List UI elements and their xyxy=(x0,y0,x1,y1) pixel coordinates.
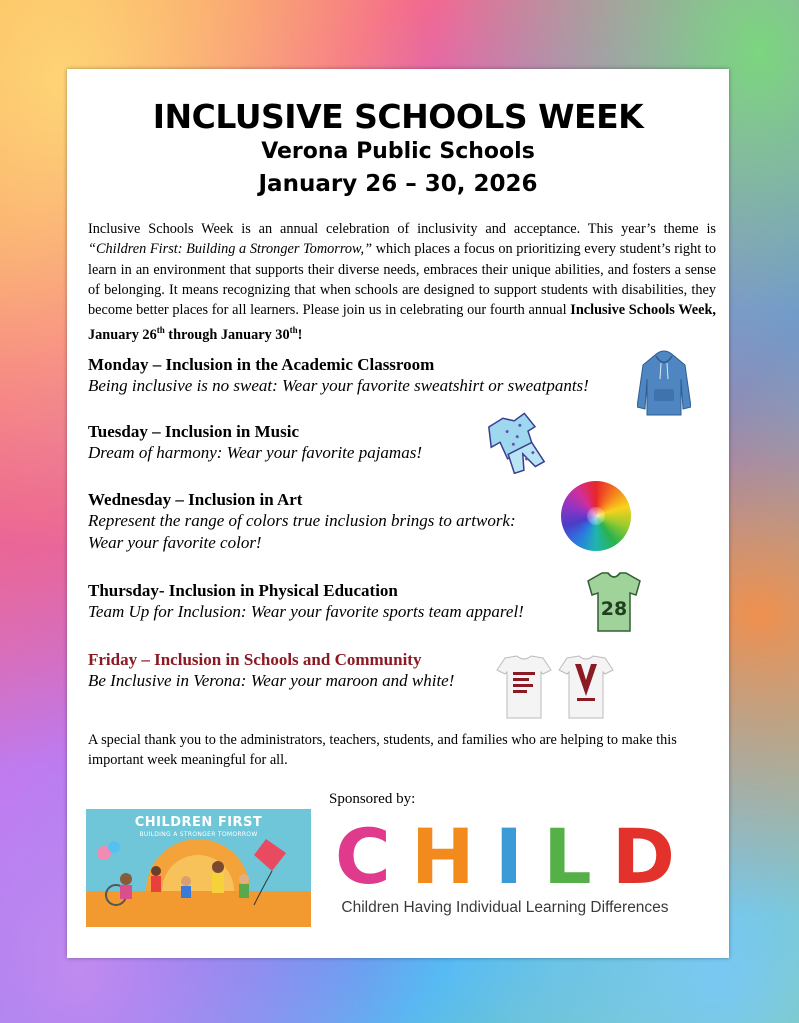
child-logo-letters xyxy=(335,812,675,901)
day-description: Be Inclusive in Verona: Wear your maroon and white! xyxy=(88,671,455,690)
intro-sup-b: th xyxy=(289,325,298,336)
logo-letter: H xyxy=(410,812,475,901)
color-wheel-icon xyxy=(561,481,631,551)
child-logo xyxy=(335,812,675,921)
day-heading: Monday – Inclusion in the Academic Classroom xyxy=(88,355,435,374)
flyer-page xyxy=(67,69,729,958)
intro-bold-b: through January 30 xyxy=(164,327,290,344)
intro-bold-a: Inclusive Schools Week, January 26 xyxy=(88,302,716,344)
day-heading: Friday – Inclusion in Schools and Community xyxy=(88,650,422,669)
logo-letter: D xyxy=(611,812,675,901)
banner-illustration xyxy=(86,809,311,927)
day-description-line2: Wear your favorite color! xyxy=(88,533,262,552)
banner-title: CHILDREN FIRST xyxy=(134,815,263,830)
child-logo-tagline: Children Having Individual Learning Differences xyxy=(341,899,669,916)
district-name: Verona Public Schools xyxy=(261,139,535,164)
page-title: INCLUSIVE SCHOOLS WEEK xyxy=(152,97,644,136)
color-wheel-center xyxy=(587,507,605,525)
day-heading: Tuesday – Inclusion in Music xyxy=(88,422,299,441)
logo-letter: L xyxy=(543,812,592,901)
intro-paragraph xyxy=(88,219,716,346)
day-description-line1: Represent the range of colors true inclusion brings to artwork: xyxy=(88,511,516,530)
intro-theme: “Children First: Building a Stronger Tomorrow,” xyxy=(88,241,373,258)
day-heading: Wednesday – Inclusion in Art xyxy=(88,490,303,509)
day-monday xyxy=(88,354,648,397)
event-dates: January 26 – 30, 2026 xyxy=(258,171,538,197)
tshirts-icon xyxy=(495,654,619,722)
logo-letter: I xyxy=(494,812,524,901)
day-description: Dream of harmony: Wear your favorite pajamas! xyxy=(88,443,422,462)
jersey-number: 28 xyxy=(600,598,628,620)
intro-text-2: which places a focus on prioritizing every student’s right to learn in an environment that supports their diverse needs, embraces their unique abilities, and fosters a sense of belonging. It means recognizing that when schools are designed to support students with disabilities, they become better places for all learners. Please join us in celebrating our fourth annual xyxy=(88,241,716,319)
banner-subtitle: BUILDING A STRONGER TOMORROW xyxy=(139,831,258,838)
day-tuesday xyxy=(88,421,648,464)
intro-text-1: Inclusive Schools Week is an annual celebration of inclusivity and acceptance. This year’s theme is xyxy=(88,221,716,237)
sponsored-label: Sponsored by: xyxy=(329,791,416,807)
pajamas-icon xyxy=(481,412,547,474)
day-heading: Thursday- Inclusion in Physical Education xyxy=(88,581,398,600)
logo-letter: C xyxy=(335,812,391,901)
day-description: Team Up for Inclusion: Wear your favorite sports team apparel! xyxy=(88,602,524,621)
hoodie-icon xyxy=(637,349,691,417)
intro-bold-c: ! xyxy=(297,327,303,344)
day-description: Being inclusive is no sweat: Wear your favorite sweatshirt or sweatpants! xyxy=(88,376,589,395)
thank-you-note: A special thank you to the administrators, teachers, students, and families who are helping to make this important week meaningful for all. xyxy=(88,732,677,768)
jersey-icon xyxy=(586,571,642,633)
children-first-banner xyxy=(86,809,311,927)
day-thursday xyxy=(88,580,648,623)
intro-sup-a: th xyxy=(156,325,165,336)
